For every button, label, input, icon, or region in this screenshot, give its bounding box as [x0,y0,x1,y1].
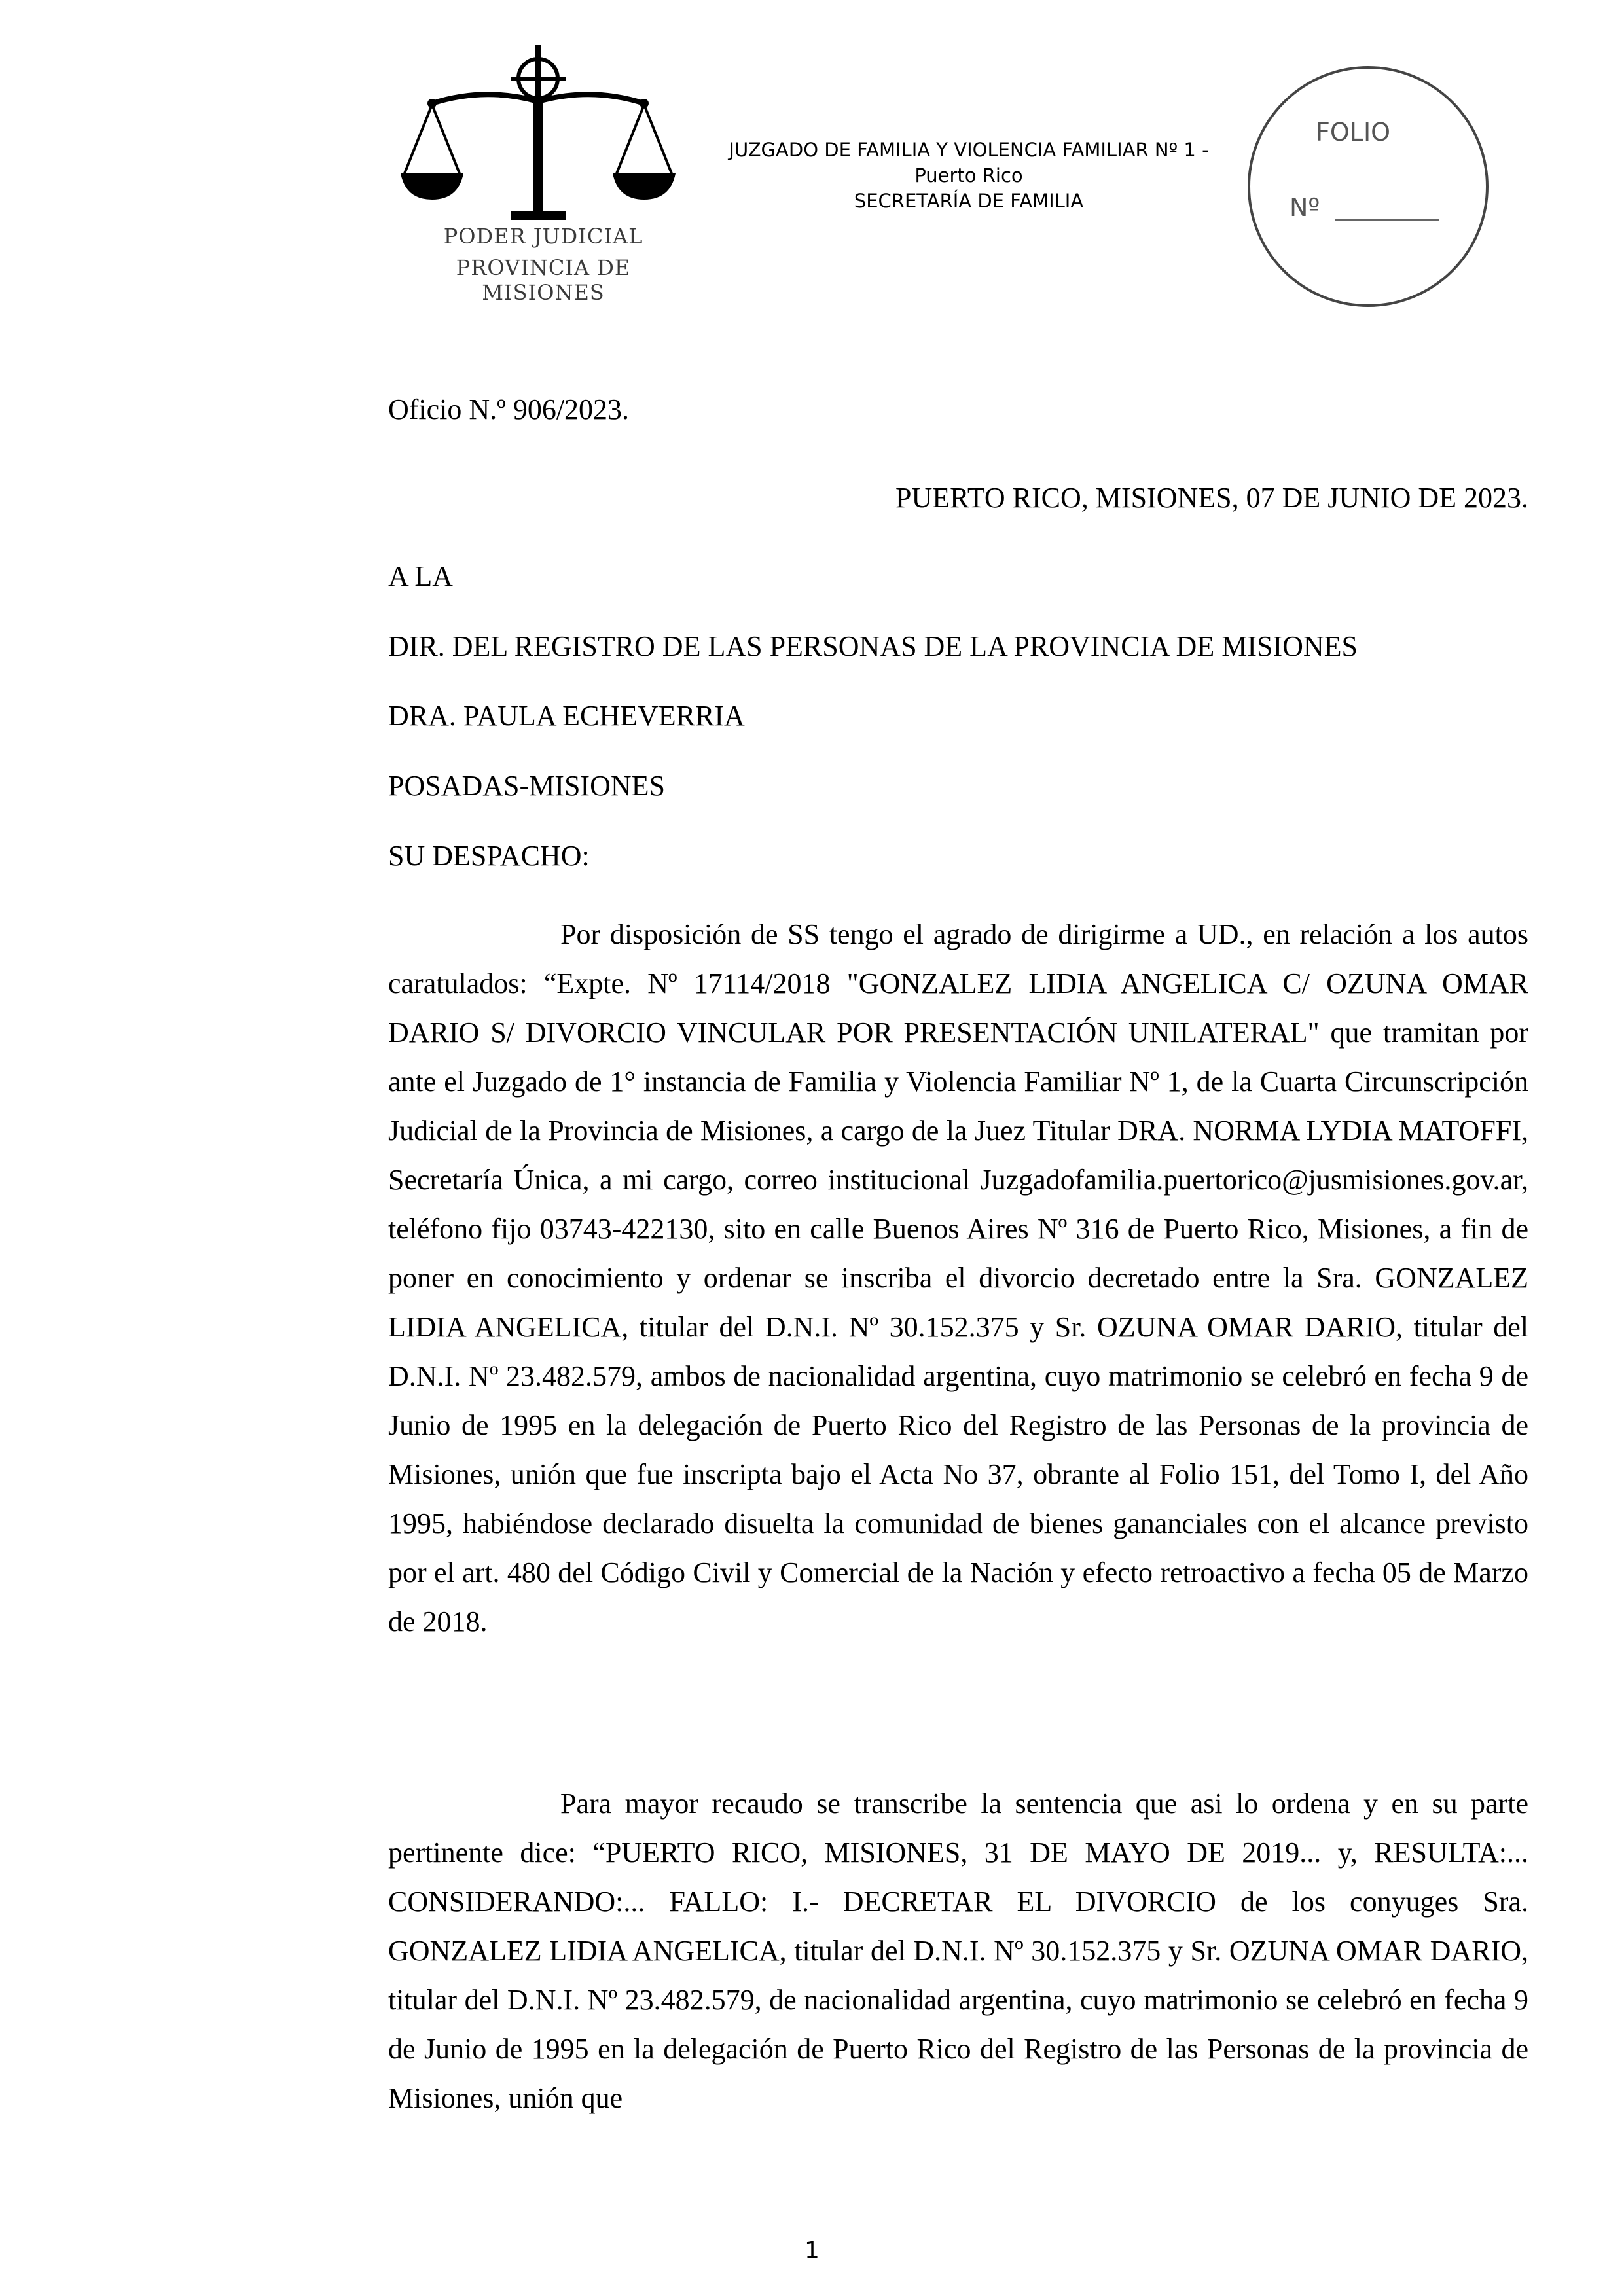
court-header [681,137,1257,214]
court-name-line2: Puerto Rico [914,164,1023,187]
body-paragraph-1 [388,910,1528,1646]
oficio-number: Oficio N.º 906/2023. [388,393,630,425]
folio-number-label: Nº [1290,193,1320,222]
addressee-line: POSADAS-MISIONES [388,770,665,802]
addressee-line: A LA [388,560,453,592]
folio-number-blank [1335,219,1439,221]
logo-title: PODER JUDICIAL [443,224,643,249]
addressee-line: SU DESPACHO: [388,840,590,872]
body-paragraph-2 [388,1779,1528,2123]
poder-judicial-logo [393,39,694,305]
paragraph-text: Para mayor recaudo se transcribe la sentencia que asi lo ordena y en su parte pertinente dice: “PUERTO RICO, MISIONES, 31 DE MAYO DE 2019... y, RESULTA:... CONSIDERANDO:... FALLO: I.- DECRETAR EL DIVORCIO de los conyuges Sra. GONZALEZ LIDIA ANGELICA, titular del D.N.I. Nº 30.152.375 y Sr. OZUNA OMAR DARIO, titular del D.N.I. Nº 23.482.579, de nacionalidad argentina, cuyo matrimonio se celebró en fecha 9 de Junio de 1995 en la delegación de Puerto Rico del Registro de las Personas de la provincia de Misiones, unión que [388,1787,1528,2114]
page-number: 1 [804,2237,820,2264]
folio-label: FOLIO [1316,118,1391,147]
scales-of-justice-icon [393,39,694,229]
folio-stamp-circle [1244,62,1492,311]
court-name-line1: JUZGADO DE FAMILIA Y VIOLENCIA FAMILIAR Nº 1 - [729,139,1209,161]
secretaria-line: SECRETARÍA DE FAMILIA [854,190,1084,212]
date-line: PUERTO RICO, MISIONES, 07 DE JUNIO DE 2023. [895,482,1528,514]
addressee-line: DRA. PAULA ECHEVERRIA [388,700,745,732]
paragraph-text: Por disposición de SS tengo el agrado de dirigirme a UD., en relación a los autos caratulados: “Expte. Nº 17114/2018 "GONZALEZ LIDIA ANGELICA C/ OZUNA OMAR DARIO S/ DIVORCIO VINCULAR POR PRESENTACIÓN UNILATERAL" que tramitan por ante el Juzgado de 1° instancia de Familia y Violencia Familiar Nº 1, de la Cuarta Circunscripción Judicial de la Provincia de Misiones, a cargo de la Juez Titular DRA. NORMA LYDIA MATOFFI, Secretaría Única, a mi cargo, correo institucional Juzgadofamilia.puertorico@jusmisiones.gov.ar, teléfono fijo 03743-422130, sito en calle Buenos Aires Nº 316 de Puerto Rico, Misiones, a fin de poner en conocimiento y ordenar se inscriba el divorcio decretado entre la Sra. GONZALEZ LIDIA ANGELICA, titular del D.N.I. Nº 30.152.375 y Sr. OZUNA OMAR DARIO, titular del D.N.I. Nº 23.482.579, ambos de nacionalidad argentina, cuyo matrimonio se celebró en fecha 9 de Junio de 1995 en la delegación de Puerto Rico del Registro de las Personas de la provincia de Misiones, unión que fue inscripta bajo el Acta No 37, obrante al Folio 151, del Tomo I, del Año 1995, habiéndose declarado disuelta la comunidad de bienes gananciales con el alcance previsto por el art. 480 del Código Civil y Comercial de la Nación y efecto retroactivo a fecha 05 de Marzo de 2018. [388,918,1528,1638]
logo-subtitle: PROVINCIA DE MISIONES [456,255,631,305]
addressee-line: DIR. DEL REGISTRO DE LAS PERSONAS DE LA PROVINCIA DE MISIONES [388,630,1358,662]
